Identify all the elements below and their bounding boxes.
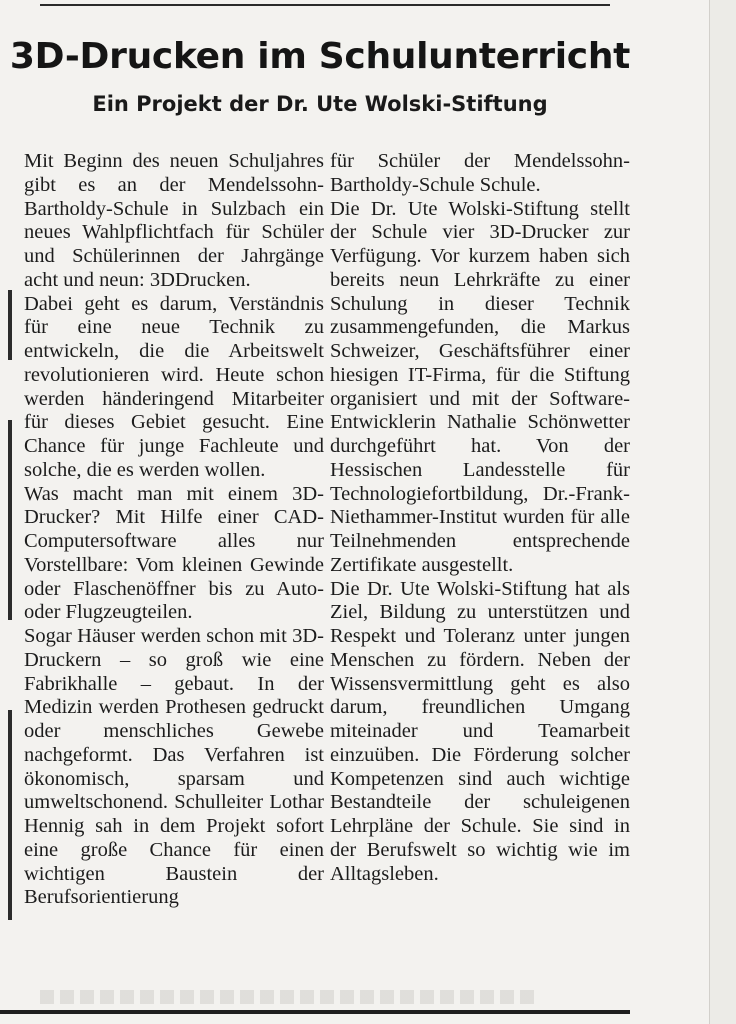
paragraph: Sogar Häuser werden schon mit 3D-Druckern – so groß wie eine Fabrikhalle – gebaut. In der Medizin werden Prothesen gedruckt oder menschliches Gewebe nachgeformt. Das Verfahren ist ökonomisch, sparsam und umweltschonend. Schulleiter Lothar Hennig sah in dem Projekt sofort eine große Chance für einen wichtigen Baustein der Berufsorientierung xyxy=(24,625,324,909)
bottom-rule xyxy=(0,1010,630,1014)
paragraph: Die Dr. Ute Wolski-Stiftung stellt der Schule vier 3D-Drucker zur Verfügung. Vor kurzem haben sich bereits neun Lehrkräfte zu einer Schulung in dieser Technik zusammengefunden, die Markus Schweizer, Geschäftsführer einer hiesigen IT-Firma, für die Stiftung organisiert und mit der Software- Entwicklerin Nathalie Schönwetter durchgeführt hat. Von der Hessischen Landesstelle für Technologiefortbildung, Dr.-Frank-Niethammer-Institut wurden für alle Teilnehmenden entsprechende Zertifikate ausgestellt. xyxy=(330,197,630,576)
top-rule xyxy=(40,4,610,6)
article-headline: 3D-Drucken im Schulunterricht xyxy=(9,36,631,77)
article-column-left xyxy=(24,150,324,910)
next-article-bleed xyxy=(40,990,540,1004)
article-column-right xyxy=(330,150,630,886)
column-marker-bar xyxy=(8,710,12,920)
article-subheadline: Ein Projekt der Dr. Ute Wolski-Stiftung xyxy=(92,92,548,116)
paragraph: für Schüler der Mendelssohn-Bartholdy-Schule Schule. xyxy=(330,150,630,196)
paragraph: Was macht man mit einem 3D-Drucker? Mit Hilfe einer CAD-Computersoftware alles nur Vorstellbare: Vom kleinen Gewinde oder Flaschenöffner bis zu Auto- oder Flugzeugteilen. xyxy=(24,482,324,624)
column-marker-bar xyxy=(8,420,12,620)
adjacent-page-edge xyxy=(709,0,736,1024)
paragraph: Mit Beginn des neuen Schuljahres gibt es an der Mendelssohn-Bartholdy-Schule in Sulzbach ein neues Wahlpflichtfach für Schüler und Schülerinnen der Jahrgänge acht und neun: 3DDrucken. xyxy=(24,150,324,291)
paragraph: Die Dr. Ute Wolski-Stiftung hat als Ziel, Bildung zu unterstützen und Respekt und Toleranz unter jungen Menschen zu fördern. Neben der Wissensvermittlung geht es also darum, freundlichen Umgang miteinader und Teamarbeit einzuüben. Die Förderung solcher Kompetenzen sind auch wichtige Bestandteile der schuleigenen Lehrpläne der Schule. Sie sind in der Berufswelt so wichtig wie im Alltagsleben. xyxy=(330,577,630,885)
paragraph: Dabei geht es darum, Verständnis für eine neue Technik zu entwickeln, die die Arbeitswelt revolutionieren wird. Heute schon werden händeringend Mitarbeiter für dieses Gebiet gesucht. Eine Chance für junge Fachleute und solche, die es werden wollen. xyxy=(24,292,324,481)
column-marker-bar xyxy=(8,290,12,360)
